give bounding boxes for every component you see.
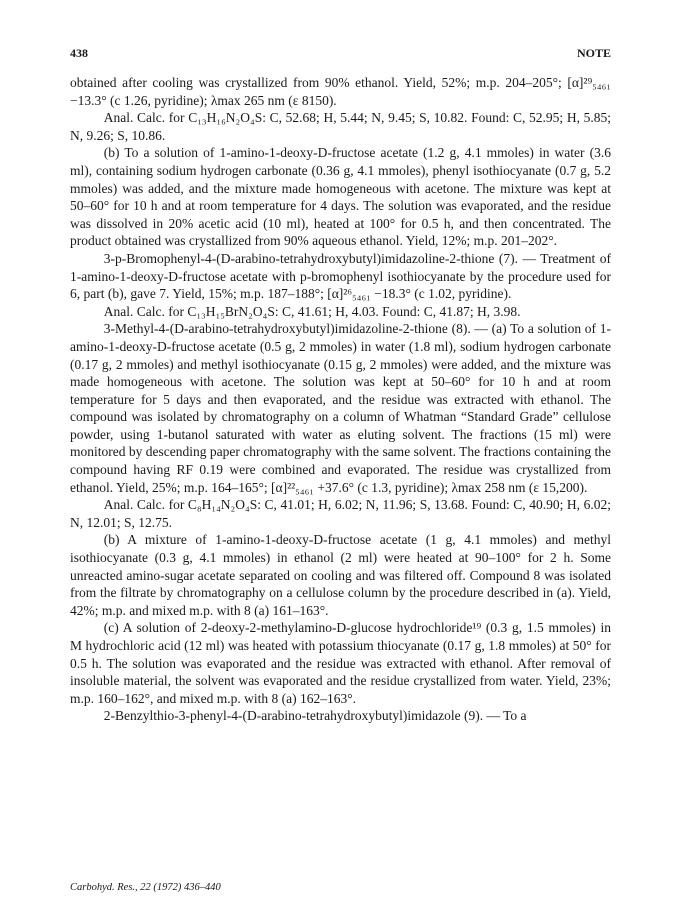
- journal-citation: Carbohyd. Res., 22 (1972) 436–440: [70, 882, 221, 893]
- analysis-paragraph: Anal. Calc. for C₁₃H₁₆N₂O₄S: C, 52.68; H, 5.44; N, 9.45; S, 10.82. Found: C, 52.95; H, 5.85; N, 9.26; S, 10.86.: [70, 110, 611, 143]
- paragraph: (b) To a solution of 1-amino-1-deoxy-D-fructose acetate (1.2 g, 4.1 mmoles) in water (3.6 ml), containing sodium hydrogen carbonate (0.36 g, 4.1 mmoles), phenyl isothiocyanate (0.7 g, 5.2 mmoles) was added, and the mixture made homogeneous with acetone. The mixture was kept at 50–60° for 10 h and at room temperature for 4 days. The solution was evaporated, and the residue was dissolved in 20% acetic acid (10 ml), heated at 100° for 0.5 h, and then concentrated. The product obtained was crystallized from 90% aqueous ethanol. Yield, 12%; m.p. 201–202°.: [70, 145, 611, 249]
- page-header: [70, 46, 611, 62]
- section-label: NOTE: [576, 46, 611, 60]
- paragraph: (c) A solution of 2-deoxy-2-methylamino-D-glucose hydrochloride¹⁹ (0.3 g, 1.5 mmoles) in M hydrochloric acid (12 ml) was heated with potassium thiocyanate (0.17 g, 1.8 mmoles) at 50° for 0.5 h. The solution was evaporated and the residue was extracted with ethanol. After removal of insoluble material, the solvent was evaporated and the residue crystallized from water. Yield, 23%; m.p. 160–162°, and mixed m.p. with 8 (a) 162–163°.: [70, 620, 611, 706]
- analysis-paragraph: Anal. Calc. for C₁₃H₁₅BrN₂O₄S: C, 41.61; H, 4.03. Found: C, 41.87; H, 3.98.: [103, 303, 521, 319]
- compound-heading-paragraph: 3-Methyl-4-(D-arabino-tetrahydroxybutyl)imidazoline-2-thione (8). — (a) To a solution of 1-amino-1-deoxy-D-fructose acetate (0.5 g, 2 mmoles) in water (1.8 ml), sodium hydrogen carbonate (0.17 g, 2 mmoles) and methyl isothiocyanate (0.15 g, 2 mmoles) were added, and the mixture was made homogeneous with acetone. The solution was kept at 50–60° for 10 h and at room temperature for 5 days and then evaporated, and the residue was extracted with ethanol. The compound was isolated by chromatography on a column of Whatman “Standard Grade” cellulose powder, using 1-butanol saturated with water as eluting solvent. The fractions (15 ml) were monitored by descending paper chromatography with the same solvent. The fractions containing the compound having RF 0.19 were combined and evaporated. The residue was crystallized from ethanol. Yield, 25%; m.p. 164–165°; [α]²²₅₄₆₁ +37.6° (c 1.3, pyridine); λmax 258 nm (ε 15,200).: [70, 321, 611, 495]
- paragraph: (b) A mixture of 1-amino-1-deoxy-D-fructose acetate (1 g, 4.1 mmoles) and methyl isothiocyanate (0.3 g, 4.1 mmoles) in ethanol (2 ml) were heated at 90–100° for 2 h. Some unreacted amino-sugar acetate separated on cooling and was filtered off. Compound 8 was isolated from the filtrate by chromatography on a cellulose column by the procedure described in (a). Yield, 42%; m.p. and mixed m.p. with 8 (a) 161–163°.: [70, 532, 611, 618]
- analysis-paragraph: Anal. Calc. for C₈H₁₄N₂O₄S: C, 41.01; H, 6.02; N, 11.96; S, 13.68. Found: C, 40.90; H, 6.02; N, 12.01; S, 12.75.: [70, 497, 611, 530]
- compound-heading-paragraph: 2-Benzylthio-3-phenyl-4-(D-arabino-tetrahydroxybutyl)imidazole (9). — To a: [103, 708, 527, 724]
- page-number: 438: [70, 46, 88, 60]
- compound-heading-paragraph: 3-p-Bromophenyl-4-(D-arabino-tetrahydroxybutyl)imidazoline-2-thione (7). — Treatment of 1-amino-1-deoxy-D-fructose acetate with p-bromophenyl isothiocyanate by the procedure used for 6, part (b), gave 7. Yield, 15%; m.p. 187–188°; [α]²⁶₅₄₆₁ −18.3° (c 1.02, pyridine).: [70, 250, 611, 302]
- body-text: [70, 74, 611, 725]
- paragraph: obtained after cooling was crystallized from 90% ethanol. Yield, 52%; m.p. 204–205°; [α]²⁹₅₄₆₁ −13.3° (c 1.26, pyridine); λmax 265 nm (ε 8150).: [70, 75, 611, 108]
